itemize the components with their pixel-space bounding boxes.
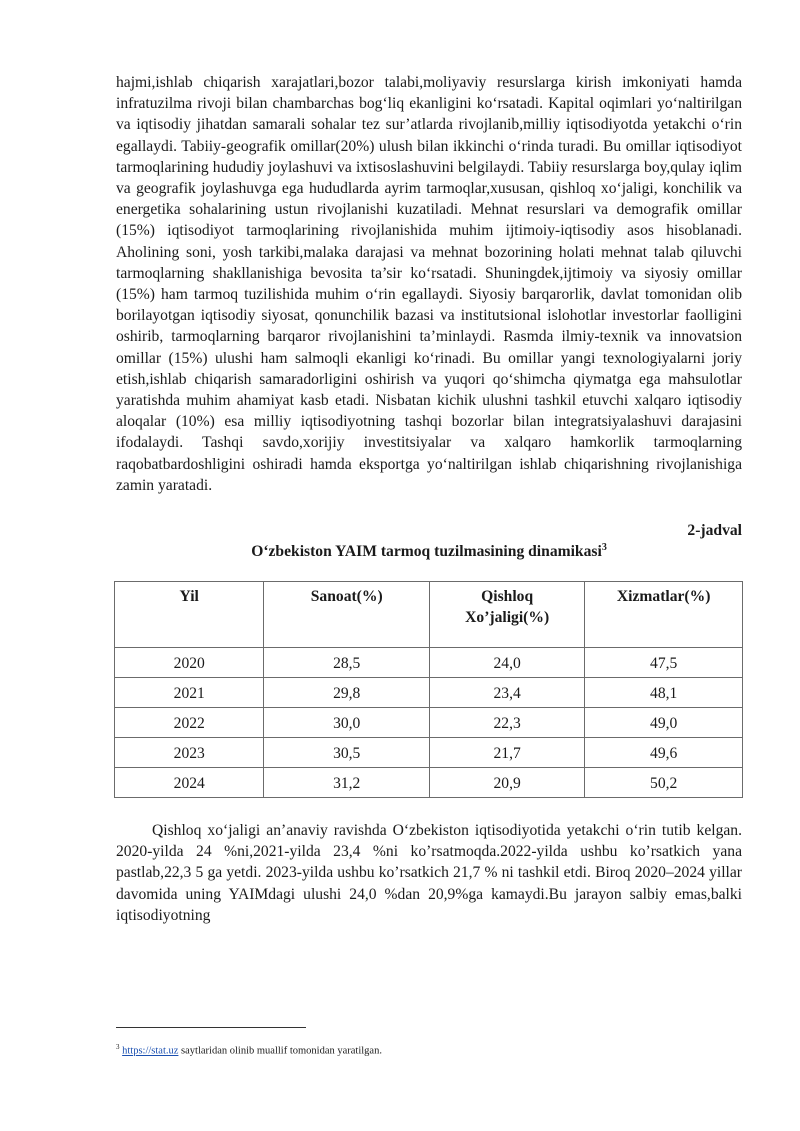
document-page <box>116 72 742 926</box>
cell-industry: 30,0 <box>264 708 430 738</box>
cell-year: 2021 <box>115 678 264 708</box>
cell-services: 49,6 <box>585 738 743 768</box>
header-services: Xizmatlar(%) <box>585 582 743 648</box>
cell-agriculture: 21,7 <box>429 738 584 768</box>
cell-agriculture: 24,0 <box>429 648 584 678</box>
footnote-divider <box>116 1027 306 1028</box>
table-header-row <box>115 582 743 648</box>
table-row <box>115 768 743 798</box>
cell-services: 47,5 <box>585 648 743 678</box>
body-paragraph-1: hajmi,ishlab chiqarish xarajatlari,bozor talabi,moliyaviy resurslarga kirish imkoniyati hamda infratuzilma rivoji bilan chambarchas bog‘liq ekanligini ko‘rsatadi. Kapital oqimlari yo‘naltirilgan va iqtisodiy jihatdan samarali sohalar tez sur’atlarda rivojlanib,milliy iqtisodiyotda yetakchi o‘rin egallaydi. Tabiiy-geografik omillar(20%) ulush bilan ikkinchi o‘rinda turadi. Bu omillar iqtisodiyot tarmoqlarining hududiy joylashuvi va ixtisoslashuvini belgilaydi. Tabiiy resurslarga boy,qulay iqlim va geografik joylashuvga ega hududlarda ayrim tarmoqlar,xususan, qishloq xo‘jaligi, konchilik va energetika sohalarining ustun rivojlanishi kuzatiladi. Mehnat resurslari va demografik omillar (15%) iqtisodiyot tarmoqlarining rivojlanishida muhim ijtimoiy-iqtisodiy asos hisoblanadi. Aholining soni, yosh tarkibi,malaka darajasi va mehnat bozorining holati mehnat talab qiluvchi tarmoqlarning shakllanishiga bevosita ta’sir ko‘rsatadi. Shuningdek,ijtimoiy va siyosiy omillar (15%) ham tarmoq tuzilishida muhim o‘rin egallaydi. Siyosiy barqarorlik, davlat tomonidan olib borilayotgan iqtisodiy siyosat, qonunchilik bazasi va institutsional islohotlar investorlar faolligini oshirib, tarmoqlarning barqaror rivojlanishini ta’minlaydi. Rasmda ilmiy-texnik va innovatsion omillar (15%) ulushi ham salmoqli ekanligi ko‘rinadi. Bu omillar yangi texnologiyalarni joriy etish,ishlab chiqarish samaradorligini oshirish va yuqori qo‘shimcha qiymatga ega mahsulotlar yaratishda muhim ahamiyat kasb etadi. Nisbatan kichik ulushni tashkil etuvchi xalqaro iqtisodiy aloqalar (10%) esa milliy iqtisodiyotning tashqi bozorlar bilan integratsiyalashuvi darajasini ifodalaydi. Tashqi savdo,xorijiy investitsiyalar va xalqaro hamkorlik tarmoqlarning raqobatbardoshligini oshiradi hamda eksportga yo‘naltirilgan ishlab chiqarishning rivojlanishiga zamin yaratadi. <box>116 74 742 494</box>
cell-year: 2024 <box>115 768 264 798</box>
body-paragraph-2: Qishloq xo‘jaligi an’anaviy ravishda O‘zbekiston iqtisodiyotida yetakchi o‘rin tutib kelgan. 2020-yilda 24 %ni,2021-yilda 23,4 %ni ko’rsatmoqda.2022-yilda ushbu ko’rsatkich yana pastlab,22,3 5 ga yetdi. 2023-yilda ushbu ko’rsatkich 21,7 % ni tashkil etdi. Biroq 2020–2024 yillar davomida uning YAIMdagi ulushi 24,0 %dan 20,9%ga kamaydi.Bu jarayon salbiy emas,balki iqtisodiyotning <box>116 822 742 924</box>
cell-agriculture: 22,3 <box>429 708 584 738</box>
table-row <box>115 648 743 678</box>
cell-industry: 28,5 <box>264 648 430 678</box>
footnote-mark: 3 <box>116 1043 120 1051</box>
header-agriculture <box>429 582 584 648</box>
cell-year: 2022 <box>115 708 264 738</box>
table-footnote-mark: 3 <box>601 541 607 553</box>
table-label: 2-jadval <box>687 522 742 540</box>
table-row <box>115 678 743 708</box>
cell-services: 48,1 <box>585 678 743 708</box>
cell-industry: 29,8 <box>264 678 430 708</box>
cell-agriculture: 23,4 <box>429 678 584 708</box>
footnote-text: saytlaridan olinib muallif tomonidan yaratilgan. <box>178 1045 382 1057</box>
table-row <box>115 708 743 738</box>
footnote-link[interactable]: https://stat.uz <box>122 1045 179 1057</box>
cell-industry: 30,5 <box>264 738 430 768</box>
cell-services: 49,0 <box>585 708 743 738</box>
table-row <box>115 738 743 768</box>
cell-year: 2023 <box>115 738 264 768</box>
header-year: Yil <box>115 582 264 648</box>
cell-year: 2020 <box>115 648 264 678</box>
footnote <box>116 1040 382 1059</box>
table-title-text: O‘zbekiston YAIM tarmoq tuzilmasining dinamikasi <box>251 543 602 561</box>
cell-services: 50,2 <box>585 768 743 798</box>
header-agriculture-line1: Qishloq <box>481 588 534 606</box>
header-agriculture-line2: Xo’jaligi(%) <box>465 609 550 627</box>
cell-agriculture: 20,9 <box>429 768 584 798</box>
gdp-structure-table <box>114 581 743 798</box>
table-title <box>116 541 742 562</box>
cell-industry: 31,2 <box>264 768 430 798</box>
header-industry: Sanoat(%) <box>264 582 430 648</box>
